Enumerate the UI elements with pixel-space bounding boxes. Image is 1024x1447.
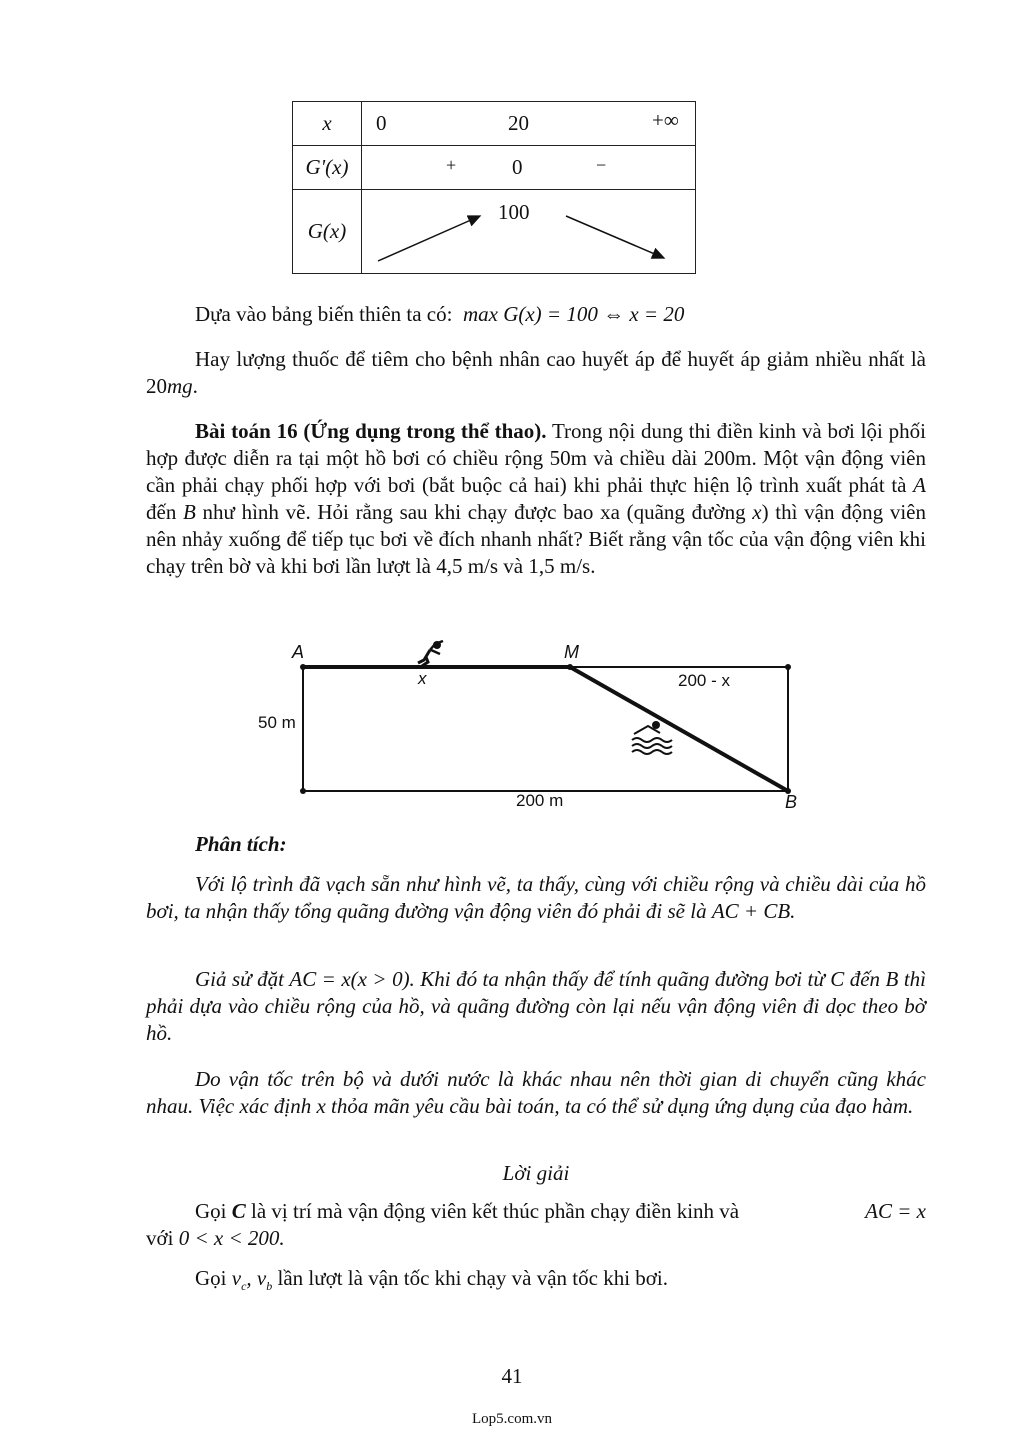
variation-table xyxy=(292,101,696,274)
analysis-heading: Phân tích: xyxy=(195,832,287,856)
gprime-label: G'(x) xyxy=(293,146,362,190)
runner-icon xyxy=(418,641,443,666)
g-values xyxy=(362,190,696,274)
max-value: 100 xyxy=(498,200,530,224)
problem-title: Bài toán 16 (Ứng dụng trong thể thao). xyxy=(195,419,547,443)
pool-figure xyxy=(250,640,810,815)
increasing-arrow xyxy=(378,216,480,261)
x-values xyxy=(362,102,696,146)
x-value-inf: +∞ xyxy=(652,108,679,132)
max-formula: max G(x) = 100 ⇔ x = 20 xyxy=(462,302,685,326)
variation-arrows xyxy=(362,190,696,274)
sign-zero: 0 xyxy=(512,155,523,179)
x-value-0: 0 xyxy=(376,111,387,135)
decreasing-arrow xyxy=(566,216,664,258)
x-label: x xyxy=(293,102,362,146)
swimmer-icon xyxy=(632,721,672,754)
gprime-values xyxy=(362,146,696,190)
analysis-2: Giả sử đặt AC = x(x > 0). Khi đó ta nhận thấy để tính quãng đường bơi từ C đến B thì phải dựa vào chiều rộng của hồ, và quãng đường còn lại nếu vận động viên đi dọc theo bờ hồ. xyxy=(146,967,926,1045)
analysis-1: Với lộ trình đã vạch sẵn như hình vẽ, ta thấy, cùng với chiều rộng và chiều dài của hồ bơi, ta nhận thấy tổng quãng đường vận động viên đó phải đi sẽ là AC + CB. xyxy=(146,872,926,923)
point-A-label: A xyxy=(292,642,305,662)
analysis-3: Do vận tốc trên bộ và dưới nước là khác nhau nên thời gian di chuyển cũng khác nhau. Việc xác định x thỏa mãn yêu cầu bài toán, ta có thể sử dụng ứng dụng của đạo hàm. xyxy=(146,1067,926,1118)
width-label: 50 m xyxy=(258,713,296,732)
solution-1: Gọi C là vị trí mà vận động viên kết thúc phần chạy điền kinh và AC = x xyxy=(195,1199,926,1223)
length-label: 200 m xyxy=(516,791,564,810)
solution-2: Gọi $v_c$, $v_b$ lần lượt là vận tốc khi chạy và vận tốc khi bơi. xyxy=(195,1266,668,1294)
dose-paragraph: Hay lượng thuốc để tiêm cho bệnh nhân cao huyết áp để huyết áp giảm nhiều nhất là 20mg. xyxy=(146,347,926,398)
x-label: x xyxy=(418,669,427,688)
point-M-label: M xyxy=(564,642,579,662)
page-number: 41 xyxy=(501,1364,523,1388)
site-footer: Lop5.com.vn xyxy=(472,1411,552,1427)
pool-diagram xyxy=(250,640,810,815)
solution-heading: Lời giải xyxy=(502,1161,570,1185)
conclusion-line: Dựa vào bảng biến thiên ta có: max G(x) = 100 ⇔ x = 20 xyxy=(195,302,685,326)
g-label: G(x) xyxy=(293,190,362,274)
solution-1-cont: với 0 < x < 200. xyxy=(146,1226,285,1250)
problem-16: Bài toán 16 (Ứng dụng trong thể thao). Trong nội dung thi điền kinh và bơi lội phối hợp được diễn ra tại một hồ bơi có chiều rộng 50m và chiều dài 200m. Một vận động viên cần phải chạy phối hợp với bơi (bắt buộc cả hai) khi phải thực hiện lộ trình xuất phát tà A đến B như hình vẽ. Hỏi rằng sau khi chạy được bao xa (quãng đường x) thì vận động viên nên nhảy xuống để tiếp tục bơi về đích nhanh nhất? Biết rằng vận tốc của vận động viên khi chạy trên bờ và khi bơi lần lượt là 4,5 m/s và 1,5 m/s. xyxy=(146,419,926,578)
point-B-label: B xyxy=(785,792,798,812)
sign-minus: − xyxy=(596,155,607,175)
x-value-20: 20 xyxy=(508,111,529,135)
segment-label: 200 - x xyxy=(678,671,730,690)
sign-plus: + xyxy=(446,155,457,175)
